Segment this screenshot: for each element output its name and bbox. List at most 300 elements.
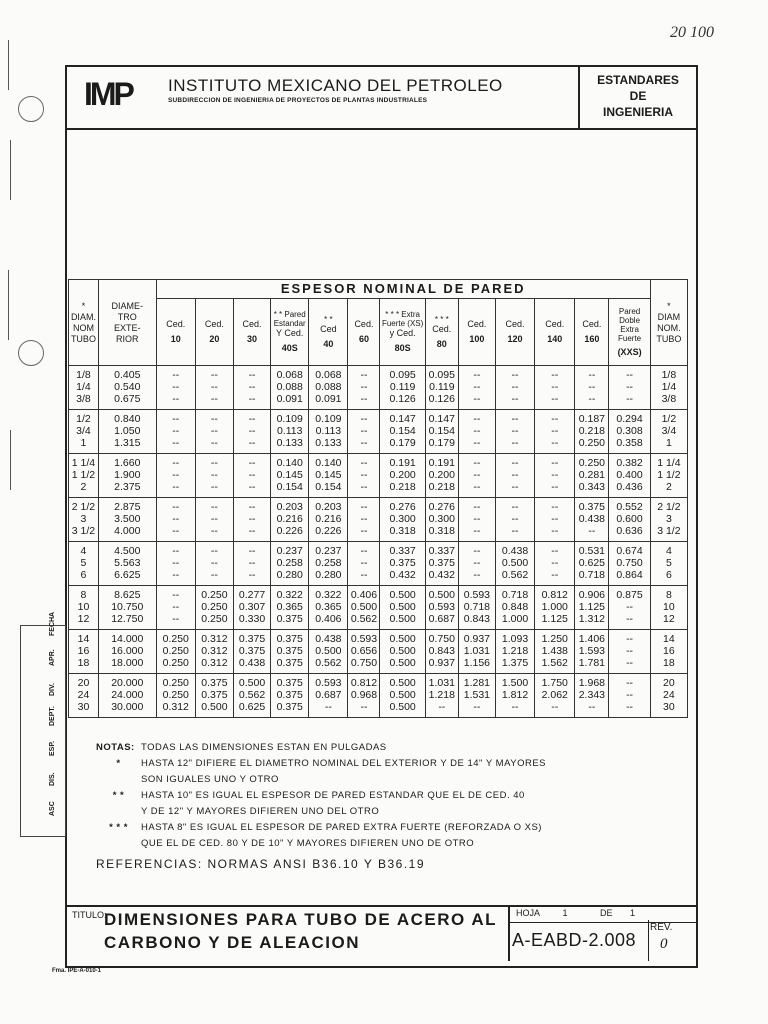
wall-thickness-value: 0.375 [201, 677, 228, 689]
wall-thickness-value: 0.307 [238, 601, 266, 613]
nominal-size [69, 542, 99, 586]
wall-thickness [348, 542, 380, 586]
outer-diameter-value: 0.540 [114, 381, 141, 393]
schedule-label: Ced. [582, 319, 602, 329]
wall-thickness-value: -- [172, 525, 180, 537]
wall-thickness [535, 366, 575, 410]
outer-diameter-value: 4.000 [114, 525, 141, 537]
wall-thickness [271, 410, 309, 454]
nominal-size-right [650, 454, 687, 498]
wall-thickness-value: -- [551, 525, 559, 537]
wall-thickness-value: -- [172, 601, 180, 613]
schedule-number: 100 [469, 334, 485, 344]
schedule-header [535, 299, 575, 366]
of-label: DE 1 [600, 908, 636, 918]
schedule-header [609, 299, 650, 366]
schedule-header [348, 299, 380, 366]
wall-thickness-value: -- [473, 457, 481, 469]
wall-thickness-value: 1.375 [501, 657, 529, 669]
wall-thickness-value: 0.218 [578, 425, 605, 437]
wall-thickness-value: 0.237 [276, 545, 303, 557]
wall-thickness-value: -- [210, 457, 218, 469]
wall-thickness [156, 674, 195, 718]
diam-nom-header [69, 280, 99, 366]
schedule-header [458, 299, 495, 366]
nominal-size-value: 2 1/2 [71, 501, 96, 513]
wall-thickness-value: 0.179 [389, 437, 416, 449]
note-line [96, 788, 656, 804]
wall-thickness-value: 0.088 [315, 381, 342, 393]
wall-thickness-value: -- [248, 545, 256, 557]
wall-thickness [425, 542, 458, 586]
note-line [96, 804, 656, 820]
table-row [69, 674, 688, 718]
wall-thickness-value: 0.276 [428, 501, 455, 513]
wall-thickness-value: 0.438 [578, 513, 605, 525]
nominal-size-right-value: 1/2 [661, 413, 677, 425]
wall-thickness [195, 498, 233, 542]
nominal-size-right [650, 586, 687, 630]
wall-thickness-value: 0.750 [350, 657, 378, 669]
wall-thickness-value: 1.000 [501, 613, 529, 625]
wall-thickness [535, 630, 575, 674]
wall-thickness-value: -- [473, 369, 481, 381]
wall-thickness-value: -- [511, 437, 519, 449]
wall-thickness [425, 630, 458, 674]
document-title-line-2: CARBONO Y DE ALEACION [104, 933, 360, 952]
wall-thickness [156, 410, 195, 454]
wall-thickness-value: 0.438 [238, 657, 266, 669]
wall-thickness-value: 0.562 [315, 657, 342, 669]
outer-diameter-value: 0.405 [114, 369, 141, 381]
wall-thickness-value: 0.300 [428, 513, 455, 525]
schedule-header [575, 299, 609, 366]
wall-thickness-value: -- [626, 689, 634, 701]
outer-diameter-value: 2.875 [114, 501, 141, 513]
punch-hole [18, 340, 44, 366]
wall-thickness-value: 0.337 [389, 545, 416, 557]
wall-thickness-value: 0.406 [315, 613, 342, 625]
wall-thickness-value: 0.179 [428, 437, 455, 449]
wall-thickness-value: -- [360, 393, 368, 405]
outer-diameter-value: 10.750 [111, 601, 144, 613]
wall-thickness-value: 0.113 [276, 425, 303, 437]
wall-thickness-value: 1.531 [463, 689, 491, 701]
outer-diameter-value: 20.000 [111, 677, 144, 689]
wall-thickness-value: 0.113 [315, 425, 342, 437]
wall-thickness-value: 0.875 [616, 589, 643, 601]
wall-thickness-value: 0.203 [276, 501, 303, 513]
wall-thickness-value: 0.281 [578, 469, 605, 481]
table-row [69, 542, 688, 586]
wall-thickness-value: 0.375 [276, 677, 303, 689]
wall-thickness-value: -- [626, 633, 634, 645]
wall-thickness-value: 0.276 [389, 501, 416, 513]
wall-thickness-value: -- [551, 413, 559, 425]
schedule-header [495, 299, 534, 366]
wall-thickness [234, 542, 271, 586]
wall-thickness-value: 0.250 [201, 589, 228, 601]
wall-thickness-value: -- [210, 569, 218, 581]
nominal-size-right-value: 1/8 [661, 369, 677, 381]
wall-thickness-value: 0.674 [616, 545, 643, 557]
wall-thickness-value: 0.154 [315, 481, 342, 493]
wall-thickness-value: -- [511, 469, 519, 481]
wall-thickness-value: 0.216 [276, 513, 303, 525]
wall-thickness-value: 0.718 [501, 589, 529, 601]
wall-thickness-value: -- [473, 481, 481, 493]
wall-thickness-value: -- [588, 381, 596, 393]
schedule-header [380, 299, 425, 366]
wall-thickness-value: 0.147 [428, 413, 455, 425]
wall-thickness-value: 0.119 [429, 381, 455, 393]
wall-thickness-value: 0.068 [315, 369, 342, 381]
note-text: HASTA 8" ES IGUAL EL ESPESOR DE PARED EXTRA FUERTE (REFORZADA O XS) [141, 822, 542, 833]
wall-thickness [348, 674, 380, 718]
wall-thickness-value: 1.156 [463, 657, 491, 669]
wall-thickness-value: -- [210, 557, 218, 569]
wall-thickness [458, 630, 495, 674]
nominal-size-value: 30 [77, 701, 90, 713]
schedule-label: y Ced. [389, 328, 416, 338]
wall-thickness-value: 0.187 [578, 413, 605, 425]
note-text: Y DE 12" Y MAYORES DIFIEREN UNO DEL OTRO [141, 806, 380, 817]
wall-thickness-value: -- [210, 369, 218, 381]
wall-thickness-value: 0.200 [428, 469, 455, 481]
nominal-size-right-value: 4 [665, 545, 672, 557]
nominal-size-right-value: 2 [665, 481, 672, 493]
note-mark: * * [112, 790, 125, 801]
nominal-size-right-value: 3/8 [661, 393, 677, 405]
wall-thickness-value: -- [360, 557, 368, 569]
wall-thickness [195, 366, 233, 410]
wall-thickness-value: 0.593 [428, 601, 455, 613]
wall-thickness [195, 454, 233, 498]
wall-thickness-value: -- [360, 525, 368, 537]
wall-thickness [309, 498, 348, 542]
references: REFERENCIAS: NORMAS ANSI B36.10 Y B36.19 [96, 857, 426, 871]
wall-thickness-value: -- [626, 645, 634, 657]
nominal-size-value: 2 [80, 481, 87, 493]
schedule-number: 80 [436, 338, 447, 349]
wall-thickness-value: 0.625 [238, 701, 266, 713]
wall-thickness-value: 0.687 [428, 613, 455, 625]
wall-thickness-value: 0.203 [315, 501, 342, 513]
wall-thickness-value: 1.593 [578, 645, 605, 657]
wall-thickness-value: -- [551, 701, 559, 713]
wall-thickness-value: -- [324, 701, 332, 713]
wall-thickness-value: -- [588, 369, 596, 381]
wall-thickness [309, 674, 348, 718]
punch-hole [18, 96, 44, 122]
wall-thickness [495, 674, 534, 718]
wall-thickness-value: 1.000 [541, 601, 568, 613]
wall-thickness-value: -- [210, 437, 218, 449]
outer-diameter-value: 14.000 [111, 633, 144, 645]
schedule-number: 20 [209, 334, 220, 344]
wall-thickness [495, 410, 534, 454]
wall-thickness-value: 0.280 [315, 569, 342, 581]
wall-thickness-value: 1.031 [463, 645, 491, 657]
wall-thickness-value: -- [473, 701, 481, 713]
wall-thickness-value: -- [511, 381, 519, 393]
wall-thickness [609, 498, 650, 542]
wall-thickness-value: 1.218 [501, 645, 529, 657]
wall-thickness [195, 630, 233, 674]
wall-thickness [575, 586, 609, 630]
wall-thickness [380, 366, 425, 410]
wall-thickness [309, 454, 348, 498]
wall-thickness-value: -- [172, 457, 180, 469]
wall-thickness-value: -- [248, 369, 256, 381]
wall-thickness [575, 674, 609, 718]
wall-thickness-value: 1.781 [578, 657, 605, 669]
wall-thickness-value: -- [360, 413, 368, 425]
wall-thickness-value: -- [511, 369, 519, 381]
right-diam-header-line: DIAM [657, 311, 681, 322]
schedule-number: 40S [281, 343, 298, 353]
wall-thickness-value: -- [626, 701, 634, 713]
wall-thickness [156, 498, 195, 542]
wall-thickness-value: -- [473, 425, 481, 437]
form-number: Fma. IPE-A-010-1 [52, 968, 102, 974]
wall-thickness-value: -- [511, 425, 519, 437]
side-label: DIS. [49, 772, 56, 786]
wall-thickness-value: -- [588, 393, 596, 405]
schedule-header [234, 299, 271, 366]
outer-diameter-header-line: RIOR [116, 333, 139, 344]
wall-thickness-value: 0.500 [389, 645, 416, 657]
wall-thickness-value: 0.843 [463, 613, 491, 625]
wall-thickness [535, 454, 575, 498]
wall-thickness [348, 454, 380, 498]
nominal-size-value: 16 [77, 645, 90, 657]
wall-thickness-value: 1.250 [541, 633, 568, 645]
wall-thickness [458, 498, 495, 542]
wall-thickness [535, 674, 575, 718]
nominal-size [69, 586, 99, 630]
wall-thickness [458, 410, 495, 454]
diam-nom-header-line: NOM [72, 322, 94, 333]
nominal-size-right-value: 1 1/4 [657, 457, 681, 469]
nominal-size [69, 410, 99, 454]
nominal-size-right [650, 366, 687, 410]
wall-thickness-value: -- [248, 501, 256, 513]
wall-thickness-value: -- [248, 457, 256, 469]
wall-thickness-value: 0.154 [276, 481, 303, 493]
wall-thickness [309, 366, 348, 410]
wall-thickness-value: -- [172, 569, 180, 581]
wall-thickness [425, 498, 458, 542]
wall-thickness-value: 0.258 [276, 557, 303, 569]
wall-thickness [309, 586, 348, 630]
wall-thickness [271, 366, 309, 410]
wall-thickness-value: 0.375 [238, 645, 266, 657]
wall-thickness-value: 0.365 [276, 601, 303, 613]
wall-thickness-value: -- [473, 393, 481, 405]
notes-label: NOTAS: [96, 742, 135, 753]
wall-thickness-value: 2.062 [541, 689, 568, 701]
wall-thickness-value: -- [172, 557, 180, 569]
wall-thickness-value: 1.438 [541, 645, 568, 657]
nominal-size-right [650, 630, 687, 674]
wall-thickness-value: 0.593 [350, 633, 378, 645]
nominal-size-value: 10 [77, 601, 90, 613]
table-row [69, 454, 688, 498]
wall-thickness-value: 0.250 [162, 657, 189, 669]
schedule-label: Ced. [354, 319, 374, 329]
outer-diameter [98, 674, 156, 718]
wall-thickness [234, 454, 271, 498]
wall-thickness-value: 0.250 [162, 633, 189, 645]
wall-thickness-value: 0.154 [428, 425, 455, 437]
schedule-header [195, 299, 233, 366]
note-line [96, 820, 656, 836]
wall-thickness-value: 0.636 [616, 525, 643, 537]
wall-thickness-value: -- [210, 413, 218, 425]
nominal-size-value: 18 [77, 657, 90, 669]
wall-thickness [458, 586, 495, 630]
nominal-size-right-value: 1/4 [661, 381, 677, 393]
wall-thickness [156, 586, 195, 630]
wall-thickness-value: -- [511, 701, 519, 713]
note-text: HASTA 12" DIFIERE EL DIAMETRO NOMINAL DEL EXTERIOR Y DE 14" Y MAYORES [141, 758, 546, 769]
wall-thickness-value: -- [210, 381, 218, 393]
wall-thickness-value: -- [473, 557, 481, 569]
wall-thickness [609, 674, 650, 718]
note-line [96, 836, 656, 852]
wall-thickness-value: -- [588, 701, 596, 713]
nominal-size [69, 630, 99, 674]
wall-thickness-value: -- [172, 589, 180, 601]
table-row [69, 586, 688, 630]
nominal-size [69, 454, 99, 498]
wall-thickness [535, 410, 575, 454]
wall-thickness-value: 0.133 [315, 437, 342, 449]
nominal-size-value: 3/8 [76, 393, 91, 405]
wall-thickness-value: 0.200 [389, 469, 416, 481]
wall-thickness-value: -- [360, 437, 368, 449]
schedule-label: Ced. [432, 323, 452, 334]
wall-thickness-value: -- [511, 393, 519, 405]
wall-thickness [575, 498, 609, 542]
wall-thickness-value: -- [473, 437, 481, 449]
wall-thickness-value: 1.750 [541, 677, 568, 689]
wall-thickness-value: 0.109 [315, 413, 342, 425]
nominal-size-right-value: 30 [663, 701, 675, 713]
wall-thickness [380, 586, 425, 630]
note-line [96, 772, 656, 788]
wall-thickness-value: -- [511, 457, 519, 469]
wall-thickness [271, 498, 309, 542]
wall-thickness-value: 0.687 [315, 689, 342, 701]
wall-thickness-value: -- [248, 525, 256, 537]
handwritten-note: 20 100 [670, 24, 714, 41]
right-diam-header-line: NOM. [657, 322, 681, 333]
wall-thickness-value: -- [248, 469, 256, 481]
wall-thickness-value: 0.140 [315, 457, 342, 469]
wall-thickness [348, 410, 380, 454]
schedule-label: Ced. [204, 319, 224, 329]
schedule-number: 120 [507, 334, 523, 344]
wall-thickness-value: 0.593 [463, 589, 491, 601]
schedule-label: Ced. [505, 319, 525, 329]
wall-thickness [609, 630, 650, 674]
wall-thickness-value: 0.091 [315, 393, 342, 405]
schedule-header [156, 299, 195, 366]
nominal-size-right-value: 10 [663, 601, 675, 613]
wall-thickness [495, 454, 534, 498]
nominal-size-value: 6 [80, 569, 87, 581]
wall-thickness-value: 0.147 [389, 413, 416, 425]
outer-diameter-value: 3.500 [114, 513, 141, 525]
wall-thickness-value: -- [248, 513, 256, 525]
wall-thickness [348, 498, 380, 542]
subdivision-name: SUBDIRECCION DE INGENIERIA DE PROYECTOS DE PLANTAS INDUSTRIALES [168, 97, 428, 104]
wall-thickness-value: 0.864 [616, 569, 643, 581]
wall-thickness [234, 366, 271, 410]
wall-thickness [425, 454, 458, 498]
wall-thickness [234, 630, 271, 674]
wall-thickness-value: -- [360, 701, 368, 713]
wall-thickness-value: 0.068 [276, 369, 303, 381]
outer-diameter-header [98, 280, 156, 366]
wall-thickness-value: -- [551, 425, 559, 437]
wall-thickness [575, 410, 609, 454]
wall-thickness-value: -- [172, 425, 180, 437]
wall-thickness [156, 542, 195, 586]
wall-thickness-value: 0.140 [276, 457, 303, 469]
nominal-size [69, 366, 99, 410]
outer-diameter-header-line: EXTE- [114, 322, 141, 333]
wall-thickness [156, 454, 195, 498]
wall-thickness-value: -- [551, 545, 559, 557]
schedule-note: * * * [434, 314, 449, 324]
schedule-label: Ced. [242, 319, 262, 329]
nominal-size-right-value: 18 [663, 657, 675, 669]
outer-diameter [98, 410, 156, 454]
wall-thickness [458, 454, 495, 498]
nominal-size-value: 12 [77, 613, 90, 625]
nominal-size-right-value: 24 [663, 689, 675, 701]
wall-thickness-value: -- [511, 525, 519, 537]
wall-thickness-value: 0.400 [616, 469, 643, 481]
wall-thickness-value: -- [360, 425, 368, 437]
wall-thickness-value: 0.216 [315, 513, 342, 525]
wall-thickness [380, 454, 425, 498]
wall-thickness-value: 1.406 [578, 633, 605, 645]
wall-thickness-value: -- [360, 469, 368, 481]
wall-thickness [575, 630, 609, 674]
nominal-size-right-value: 16 [663, 645, 675, 657]
outer-diameter-value: 30.000 [111, 701, 144, 713]
wall-thickness-value: -- [210, 501, 218, 513]
wall-thickness-value: -- [210, 545, 218, 557]
wall-thickness [348, 586, 380, 630]
standards-line-2: DE [629, 89, 647, 103]
wall-thickness [425, 410, 458, 454]
standards-line-3: INGENIERIA [602, 105, 673, 119]
nominal-size-right-value: 5 [665, 557, 672, 569]
wall-thickness-value: 0.330 [238, 613, 266, 625]
wall-thickness [458, 674, 495, 718]
nominal-size-right-value: 3/4 [661, 425, 677, 437]
wall-thickness [380, 410, 425, 454]
wall-thickness-value: 0.375 [276, 633, 303, 645]
wall-thickness-value: 0.250 [578, 457, 605, 469]
wall-thickness-value: 0.250 [162, 645, 189, 657]
schedule-note: * * [324, 314, 333, 324]
